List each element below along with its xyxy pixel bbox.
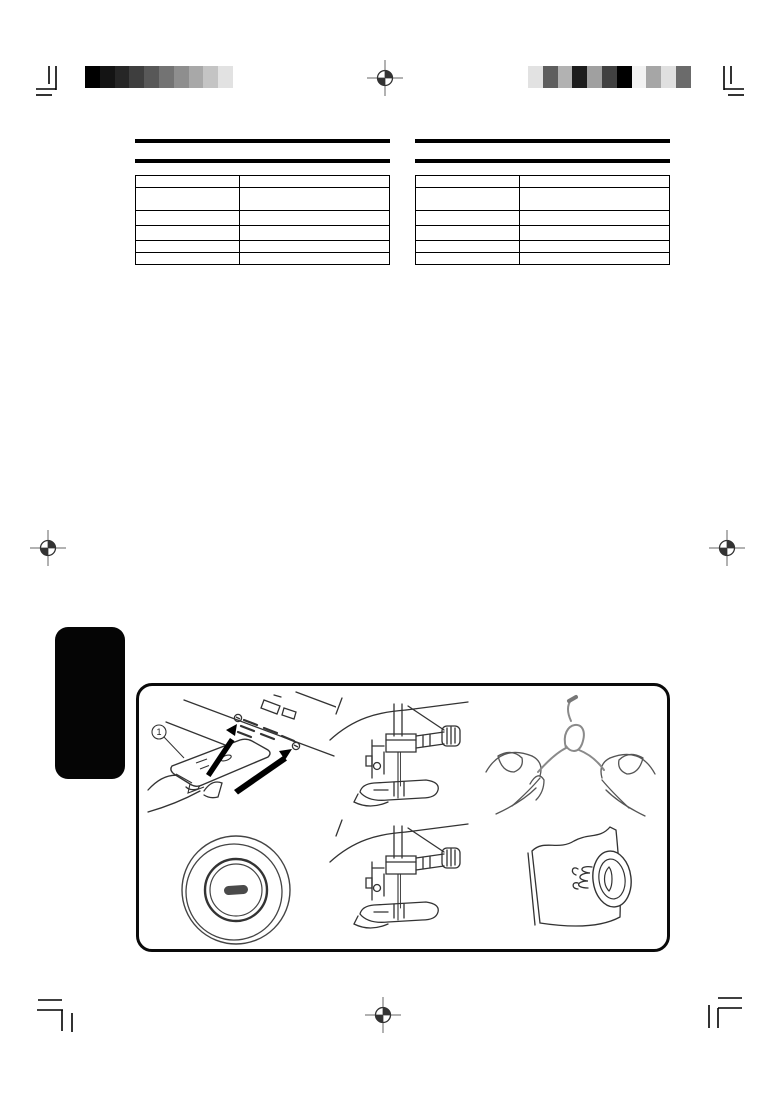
presser-foot [360,780,438,800]
table-cell [239,253,389,265]
right-fingers [601,754,655,816]
button-sewn-on-fabric-illustration [518,815,668,947]
calibration-swatch [144,66,159,88]
table-cell [239,211,389,226]
table-cell [416,176,520,188]
color-calibration-bar [528,66,691,88]
grayscale-calibration-bar [85,66,248,88]
calibration-swatch [632,66,647,88]
table-cell [416,241,520,253]
bobbin-slot [224,885,249,896]
bobbin-top-view-illustration [172,833,302,951]
table-cell [519,176,669,188]
calibration-swatch [129,66,144,88]
table-cell [519,226,669,241]
calibration-swatch [218,66,233,88]
thread-shank-coil [572,867,592,889]
table-cell [239,188,389,211]
presser-foot [360,902,438,922]
presser-foot-needle-illustration-bottom [328,812,470,952]
needle-plate-cover-removal-illustration [146,690,336,840]
table-cell [136,188,240,211]
calibration-swatch [528,66,543,88]
crop-mark-top-right [700,60,746,106]
registration-target-right [709,530,745,566]
calibration-swatch [85,66,100,88]
left-heading-rule-2 [135,159,390,163]
calibration-swatch [572,66,587,88]
table-row [136,211,390,226]
table-cell [416,253,520,265]
left-heading-rule-1 [135,139,390,143]
table-row [416,188,670,211]
registration-target-left [30,530,66,566]
calibration-swatch [617,66,632,88]
table-cell [136,241,240,253]
table-cell [136,253,240,265]
table-cell [519,253,669,265]
registration-target-bottom [365,997,401,1033]
presser-foot-needle-illustration-top [328,690,470,830]
table-row [136,253,390,265]
registration-target-top [367,60,403,96]
tick-mark [336,820,342,836]
table-cell [136,176,240,188]
thread [538,697,604,772]
table-cell [239,176,389,188]
table-row [416,226,670,241]
table-row [416,241,670,253]
tick-mark [336,698,342,714]
table-row [416,176,670,188]
calibration-swatch [233,66,248,88]
table-cell [519,211,669,226]
calibration-swatch [543,66,558,88]
table-cell [416,211,520,226]
left-spec-table [135,175,390,265]
table-cell [239,226,389,241]
crop-mark-top-left [34,60,80,106]
table-row [136,226,390,241]
calibration-swatch [661,66,676,88]
table-cell [519,188,669,211]
callout-1 [152,725,184,758]
calibration-swatch [558,66,573,88]
calibration-swatch [646,66,661,88]
thread-knot-fingers-illustration [478,692,663,827]
table-cell [136,211,240,226]
calibration-swatch [115,66,130,88]
calibration-swatch [159,66,174,88]
right-heading-rule-1 [415,139,670,143]
calibration-swatch [203,66,218,88]
left-fingers [486,752,544,814]
callout-1-label: 1 [156,727,162,738]
crop-mark-bottom-left [34,995,80,1041]
table-cell [136,226,240,241]
right-spec-table [415,175,670,265]
calibration-swatch [100,66,115,88]
calibration-swatch [587,66,602,88]
calibration-swatch [174,66,189,88]
table-row [416,211,670,226]
calibration-swatch [602,66,617,88]
calibration-swatch [189,66,204,88]
button [590,849,635,909]
table-cell [519,241,669,253]
section-tab [55,627,125,779]
right-heading-rule-2 [415,159,670,163]
table-row [136,176,390,188]
table-cell [416,188,520,211]
table-row [136,188,390,211]
table-row [136,241,390,253]
calibration-swatch [676,66,691,88]
table-cell [416,226,520,241]
crop-mark-bottom-right [700,995,746,1041]
table-cell [239,241,389,253]
table-row [416,253,670,265]
